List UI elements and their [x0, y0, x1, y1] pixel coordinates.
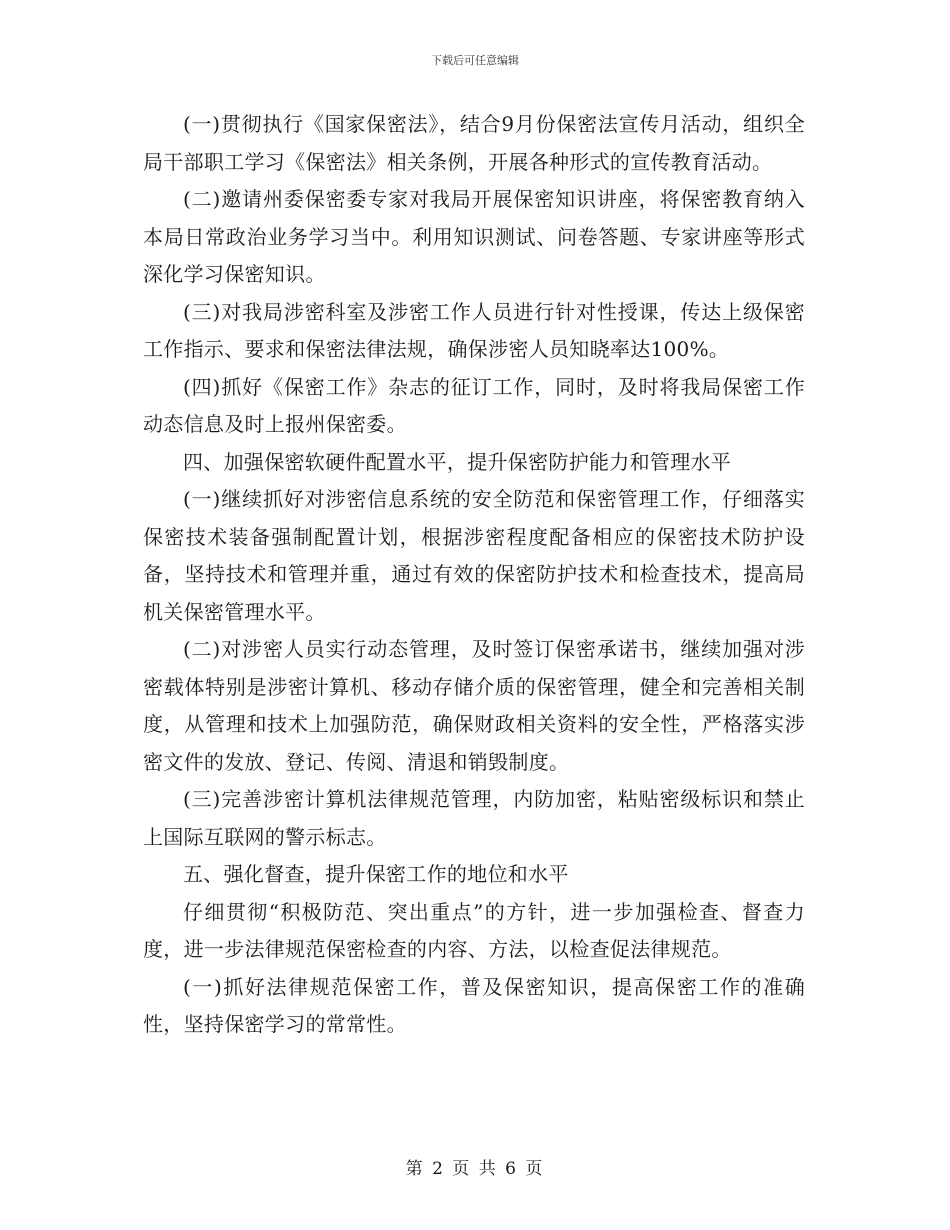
paragraph: (一)贯彻执行《国家保密法》，结合9月份保密法宣传月活动，组织全局干部职工学习《保密法》相关条例，开展各种形式的宣传教育活动。: [143, 112, 805, 174]
paragraph: (四)抓好《保密工作》杂志的征订工作，同时，及时将我局保密工作动态信息及时上报州保密委。: [143, 374, 805, 436]
paragraph: (三)对我局涉密科室及涉密工作人员进行针对性授课，传达上级保密工作指示、要求和保密法律法规，确保涉密人员知晓率达100%。: [143, 299, 805, 361]
document-body: [143, 106, 805, 1044]
paragraph: (二)对涉密人员实行动态管理，及时签订保密承诺书，继续加强对涉密载体特别是涉密计算机、移动存储介质的保密管理，健全和完善相关制度，从管理和技术上加强防范，确保财政相关资料的安全性，严格落实涉密文件的发放、登记、传阅、清退和销毁制度。: [143, 637, 805, 774]
paragraph: 仔细贯彻“积极防范、突出重点”的方针，进一步加强检查、督查力度，进一步法律规范保密检查的内容、方法，以检查促法律规范。: [143, 899, 805, 961]
paragraph: (三)完善涉密计算机法律规范管理，内防加密，粘贴密级标识和禁止上国际互联网的警示标志。: [143, 787, 805, 849]
page-number: 第 2 页 共 6 页: [405, 1159, 545, 1179]
paragraph: (一)继续抓好对涉密信息系统的安全防范和保密管理工作，仔细落实保密技术装备强制配置计划，根据涉密程度配备相应的保密技术防护设备，坚持技术和管理并重，通过有效的保密防护技术和检查技术，提高局机关保密管理水平。: [143, 487, 805, 624]
header-note: 下载后可任意编辑: [431, 54, 519, 67]
section-heading: 四、加强保密软硬件配置水平，提升保密防护能力和管理水平: [183, 449, 732, 474]
section-heading: 五、强化督查，提升保密工作的地位和水平: [183, 862, 569, 886]
paragraph: (二)邀请州委保密委专家对我局开展保密知识讲座，将保密教育纳入本局日常政治业务学习当中。利用知识测试、问卷答题、专家讲座等形式深化学习保密知识。: [143, 187, 805, 286]
paragraph: (一)抓好法律规范保密工作，普及保密知识，提高保密工作的准确性，坚持保密学习的常常性。: [143, 974, 805, 1036]
